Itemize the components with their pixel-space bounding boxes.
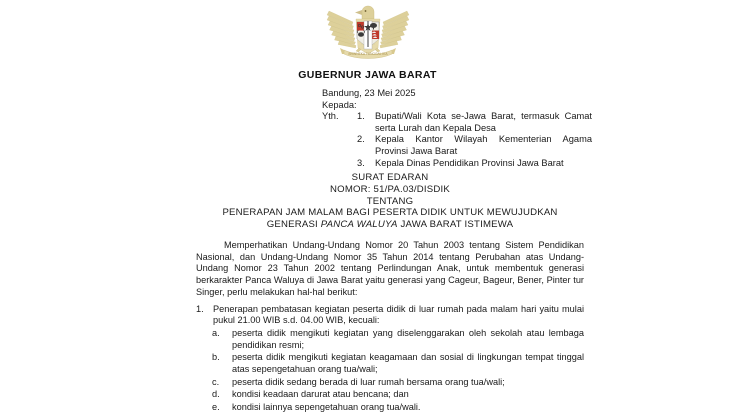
sub-item-text: peserta didik mengikuti kegiatan keagamaan dan sosial di lingkungan tempat tinggal atas sepengetahuan orang tua/wali; [232,352,584,375]
title-subject-line1: PENERAPAN JAM MALAM BAGI PESERTA DIDIK UNTUK MEWUJUDKAN [222,207,558,219]
recipient-number: 2. [357,134,365,145]
sub-item [196,377,584,389]
sub-item [196,389,584,401]
recipient-text: Bupati/Wali Kota se-Jawa Barat, termasuk Camat serta Lurah dan Kepala Desa [375,111,592,133]
recipient-text: Kepala Dinas Pendidikan Provinsi Jawa Barat [375,157,564,168]
title-tentang: TENTANG [366,195,414,207]
sub-item-text: kondisi keadaan darurat atau bencana; dan [232,389,409,400]
kepada-label: Kepada: [322,99,357,110]
sub-item-text: peserta didik mengikuti kegiatan yang diselenggarakan oleh sekolah atau lembaga pendidikan resmi; [232,327,584,350]
recipient-row [322,134,592,157]
sub-item-text: peserta didik sedang berada di luar rumah bersama orang tua/wali; [232,376,505,387]
recipient-row [322,158,592,170]
sub-item-text: kondisi lainnya sepengetahuan orang tua/wali. [232,402,421,413]
page-title: GUBERNUR JAWA BARAT [298,69,437,81]
sub-item-marker: e. [212,402,220,413]
title-generasi-post: JAWA BARAT ISTIMEWA [397,219,514,231]
sub-item-marker: b. [212,352,220,363]
garuda-pancasila-emblem [322,2,414,64]
title-panca-waluya: PANCA WALUYA [320,219,398,231]
yth-label: Yth. [322,111,339,122]
address-block [322,88,592,169]
sub-item-marker: c. [212,376,220,387]
recipient-number: 1. [357,111,365,122]
sub-item-marker: d. [212,389,220,400]
numbered-item-1 [196,304,584,327]
title-generasi-pre: GENERASI [266,219,321,231]
item-marker: 1. [196,303,204,314]
recipient-text: Kepala Kantor Wilayah Kementerian Agama Provinsi Jawa Barat [375,134,592,156]
document-body [196,240,584,414]
recipient-number: 3. [357,157,365,168]
document-title-block [150,172,630,231]
emblem-container [0,2,735,64]
title-nomor: NOMOR: 51/PA.03/DISDIK [330,183,450,195]
sub-item-marker: a. [212,327,220,338]
sub-item [196,328,584,351]
sub-item-list [196,328,584,414]
title-surat-edaran: SURAT EDARAN [351,172,429,183]
item-text: Penerapan pembatasan kegiatan peserta didik di luar rumah pada malam hari yaitu mulai pukul 21.00 WIB s.d. 04.00 WIB, kecuali: [213,303,584,326]
sub-item [196,402,584,414]
recipient-row [322,111,592,134]
sub-item [196,352,584,375]
recipient-list [322,111,592,169]
title-subject-line2 [150,219,630,231]
place-date: Bandung, 23 Mei 2025 [322,88,416,98]
preamble-paragraph: Memperhatikan Undang-Undang Nomor 20 Tahun 2003 tentang Sistem Pendidikan Nasional, dan Undang-Undang Nomor 35 Tahun 2014 tentang Perubahan atas Undang-Undang Nomor 23 Tahun 2002 tentang Perlindungan Anak, untuk membentuk generasi berkarakter Panca Waluya di Jawa Barat yaitu generasi yang Cageur, Bageur, Bener, Pinter tur Singer, perlu melakukan hal-hal berikut: [196,240,584,297]
svg-text:BHINNEKA TUNGGAL IKA: BHINNEKA TUNGGAL IKA [347,52,388,56]
